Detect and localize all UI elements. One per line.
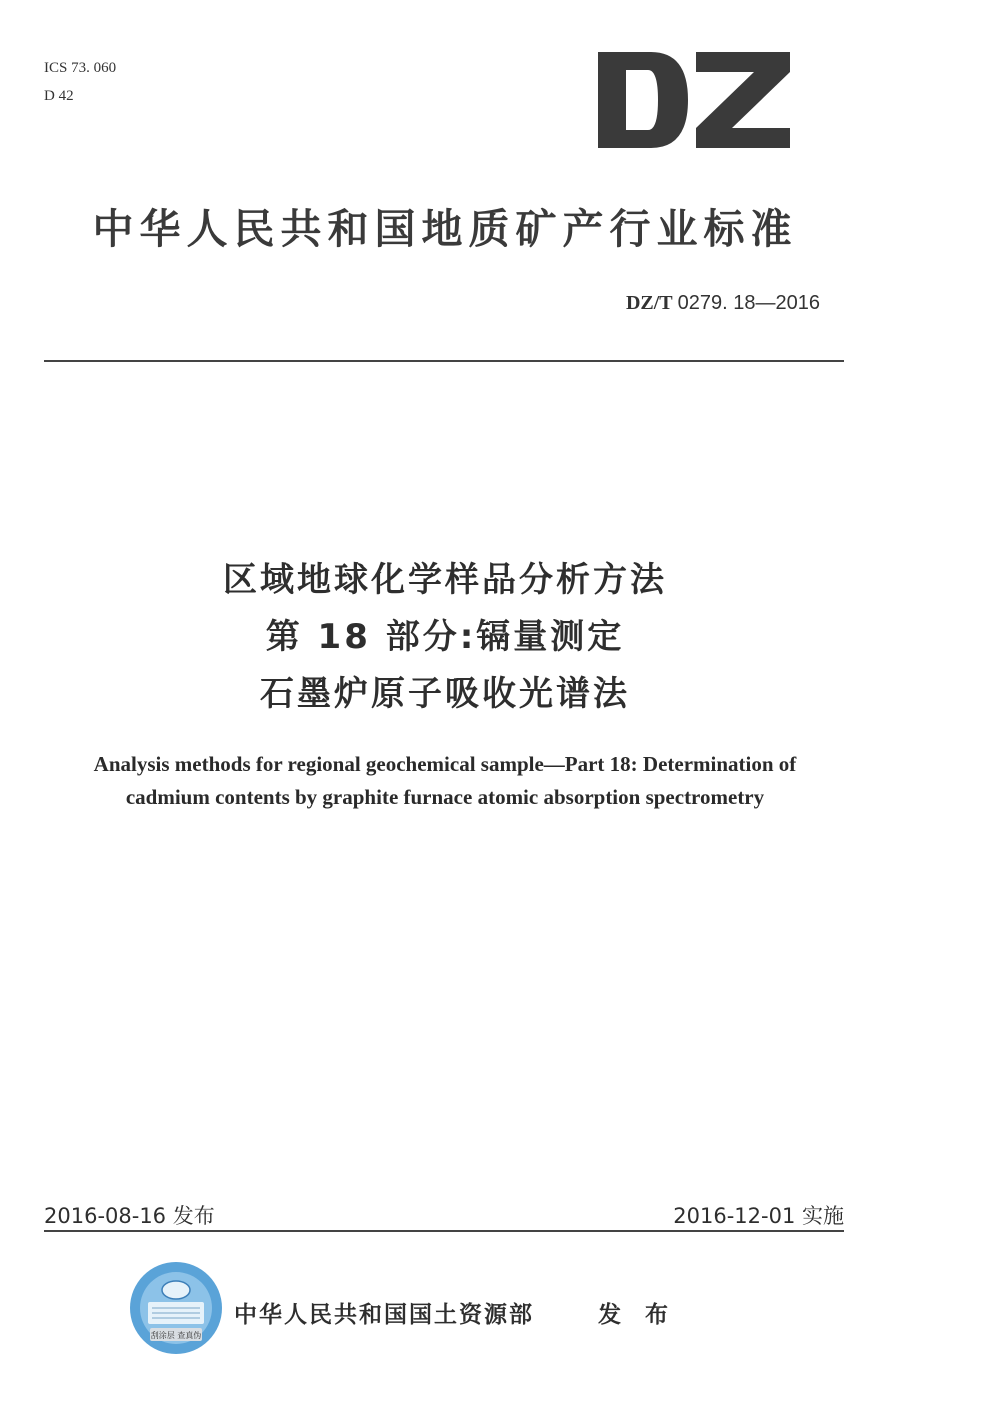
standard-category-title: 中华人民共和国地质矿产行业标准 (92, 205, 798, 253)
chinese-title-block (0, 552, 890, 723)
english-title-line-1: Analysis methods for regional geochemical sample—Part 18: Determination of (93, 752, 797, 776)
dz-logo (596, 50, 792, 150)
ccs-code: D 42 (44, 88, 74, 104)
ics-code: ICS 73. 060 (44, 60, 117, 76)
bottom-divider (44, 1230, 844, 1232)
standard-number-value: 0279. 18—2016 (677, 292, 820, 314)
implementation-date: 2016-12-01 实施 (673, 1204, 844, 1228)
chinese-title-line-1: 区域地球化学样品分析方法 (223, 560, 667, 600)
standard-number (626, 292, 820, 315)
issue-date: 2016-08-16 发布 (44, 1204, 215, 1228)
chinese-title-line-3: 石墨炉原子吸收光谱法 (260, 674, 630, 714)
publisher-name: 中华人民共和国国土资源部 (234, 1302, 534, 1328)
english-title-block (30, 748, 860, 814)
standard-number-prefix: DZ/T (625, 292, 673, 314)
english-title-line-2: cadmium contents by graphite furnace atomic absorption spectrometry (125, 785, 765, 809)
chinese-title-line-2: 第 18 部分:镉量测定 (265, 617, 625, 657)
classification-codes (44, 54, 116, 110)
top-divider (44, 360, 844, 362)
anti-counterfeit-seal-icon (128, 1260, 224, 1356)
seal-text: 刮涂层 查真伪 (150, 1331, 202, 1340)
publish-label: 发 布 (598, 1302, 677, 1328)
